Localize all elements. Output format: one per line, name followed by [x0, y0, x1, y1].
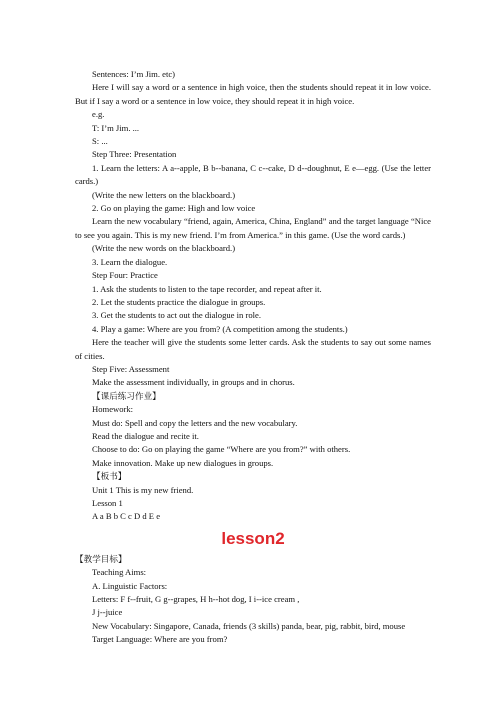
text-line: Homework:: [92, 404, 134, 415]
section-title: Step Three: Presentation: [92, 149, 177, 160]
text-line: A. Linguistic Factors:: [92, 580, 168, 591]
section-label: 【板书】: [92, 471, 127, 482]
text-paragraph: Learn the new vocabulary “friend, again, America, China, England” and the target language “Nice to see you again. This is my new friend. I’m from America.” in this game. (Use the word cards.): [75, 216, 431, 240]
lesson-heading: lesson2: [221, 528, 285, 548]
text-line: S: ...: [92, 136, 108, 147]
text-line: Lesson 1: [92, 498, 123, 508]
text-line: (Write the new words on the blackboard.): [92, 243, 236, 254]
text-line: Read the dialogue and recite it.: [92, 430, 199, 441]
text-line: e.g.: [92, 109, 105, 120]
text-line: 3. Learn the dialogue.: [92, 256, 168, 267]
text-line: Unit 1 This is my new friend.: [92, 484, 194, 495]
section-label: 【教学目标】: [75, 553, 127, 564]
text-line: Make innovation. Make up new dialogues in groups.: [92, 457, 274, 468]
text-line: Target Language: Where are you from?: [92, 634, 228, 645]
text-paragraph: Here the teacher will give the students some letter cards. Ask the students to say out some names of cities.: [75, 337, 431, 361]
text-line: T: I’m Jim. ...: [92, 122, 140, 133]
text-line: J j--juice: [92, 607, 123, 618]
text-line: 1. Ask the students to listen to the tape recorder, and repeat after it.: [92, 283, 322, 294]
text-line: 2. Let the students practice the dialogue in groups.: [92, 296, 266, 307]
text-line: Letters: F f--fruit, G g--grapes, H h--hot dog, I i--ice cream ,: [92, 594, 300, 605]
text-line: Must do: Spell and copy the letters and the new vocabulary.: [92, 417, 298, 428]
text-line: Sentences: I’m Jim. etc): [92, 69, 176, 79]
text-paragraph: 1. Learn the letters: A a--apple, B b--banana, C c--cake, D d--doughnut, E e—egg. (Use the letter cards.): [75, 162, 431, 187]
document-body: [75, 68, 431, 647]
text-line: A a B b C c D d E e: [92, 511, 161, 522]
text-line: 3. Get the students to act out the dialogue in role.: [92, 310, 261, 321]
text-line: (Write the new letters on the blackboard.): [92, 189, 236, 200]
text-line: 2. Go on playing the game: High and low voice: [92, 203, 256, 214]
section-title: Step Five: Assessment: [92, 363, 170, 374]
text-line: New Vocabulary: Singapore, Canada, friends (3 skills) panda, bear, pig, rabbit, bird, mouse: [92, 620, 406, 631]
text-line: 4. Play a game: Where are you from? (A competition among the students.): [92, 323, 348, 334]
text-line: Teaching Aims:: [92, 567, 147, 578]
text-line: Choose to do: Go on playing the game “Where are you from?” with others.: [92, 444, 351, 455]
section-label: 【课后练习作业】: [92, 390, 161, 401]
section-title: Step Four: Practice: [92, 270, 158, 281]
text-line: Make the assessment individually, in groups and in chorus.: [92, 377, 295, 388]
text-paragraph: Here I will say a word or a sentence in high voice, then the students should repeat it in low voice. But if I say a word or a sentence in low voice, they should repeat it in high voice.: [75, 82, 431, 106]
